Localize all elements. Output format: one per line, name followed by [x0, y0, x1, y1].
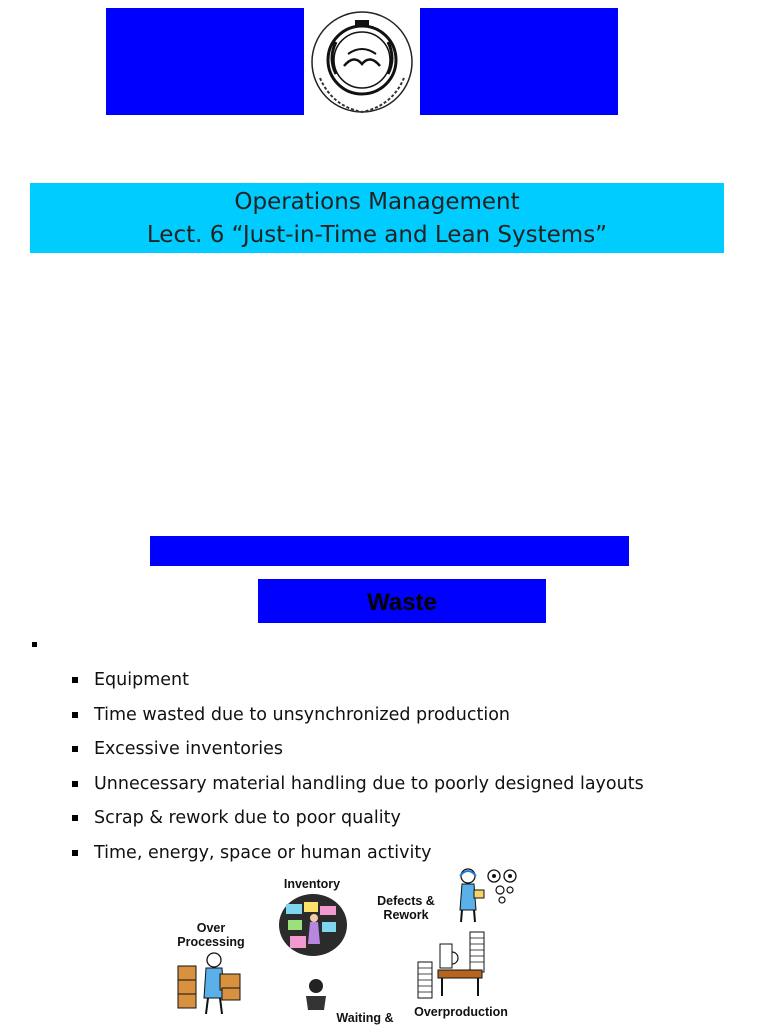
worker-boxes-clipart-icon [176, 950, 246, 1016]
header-blue-block-left [106, 8, 304, 115]
over-processing-line2: Processing [177, 935, 245, 949]
inventory-label: Inventory [283, 877, 341, 891]
inventory-clipart-icon [276, 892, 350, 958]
header-blue-block-right [420, 8, 618, 115]
defects-label-line1: Defects & [377, 894, 435, 908]
defects-label-line2: Rework [383, 908, 429, 922]
waiting-person-clipart-icon [302, 978, 332, 1012]
list-item: Scrap & rework due to poor quality [72, 806, 644, 841]
lecture-title: Lect. 6 “Just-in-Time and Lean Systems” [146, 222, 608, 248]
list-item: Equipment [72, 668, 644, 703]
list-item: Time wasted due to unsynchronized production [72, 703, 644, 738]
defects-rework-label [368, 894, 444, 922]
list-item: Excessive inventories [72, 737, 644, 772]
inspector-clipart-icon [456, 866, 520, 926]
list-item: Unnecessary material handling due to poorly designed layouts [72, 772, 644, 807]
title-banner [30, 183, 724, 253]
overproduction-label: Overproduction [414, 1005, 508, 1019]
waste-heading: Waste [258, 579, 546, 623]
section-blue-bar [150, 536, 629, 566]
waste-list [72, 668, 644, 876]
over-processing-label [170, 921, 252, 949]
waiting-label: Waiting & [336, 1011, 394, 1025]
paper-stacks-clipart-icon [416, 930, 488, 1004]
top-level-bullet-icon [32, 642, 37, 647]
list-item: Time, energy, space or human activity [72, 841, 644, 876]
course-title: Operations Management [234, 189, 520, 215]
seal-logo-icon [308, 8, 416, 120]
over-processing-line1: Over [196, 921, 226, 935]
